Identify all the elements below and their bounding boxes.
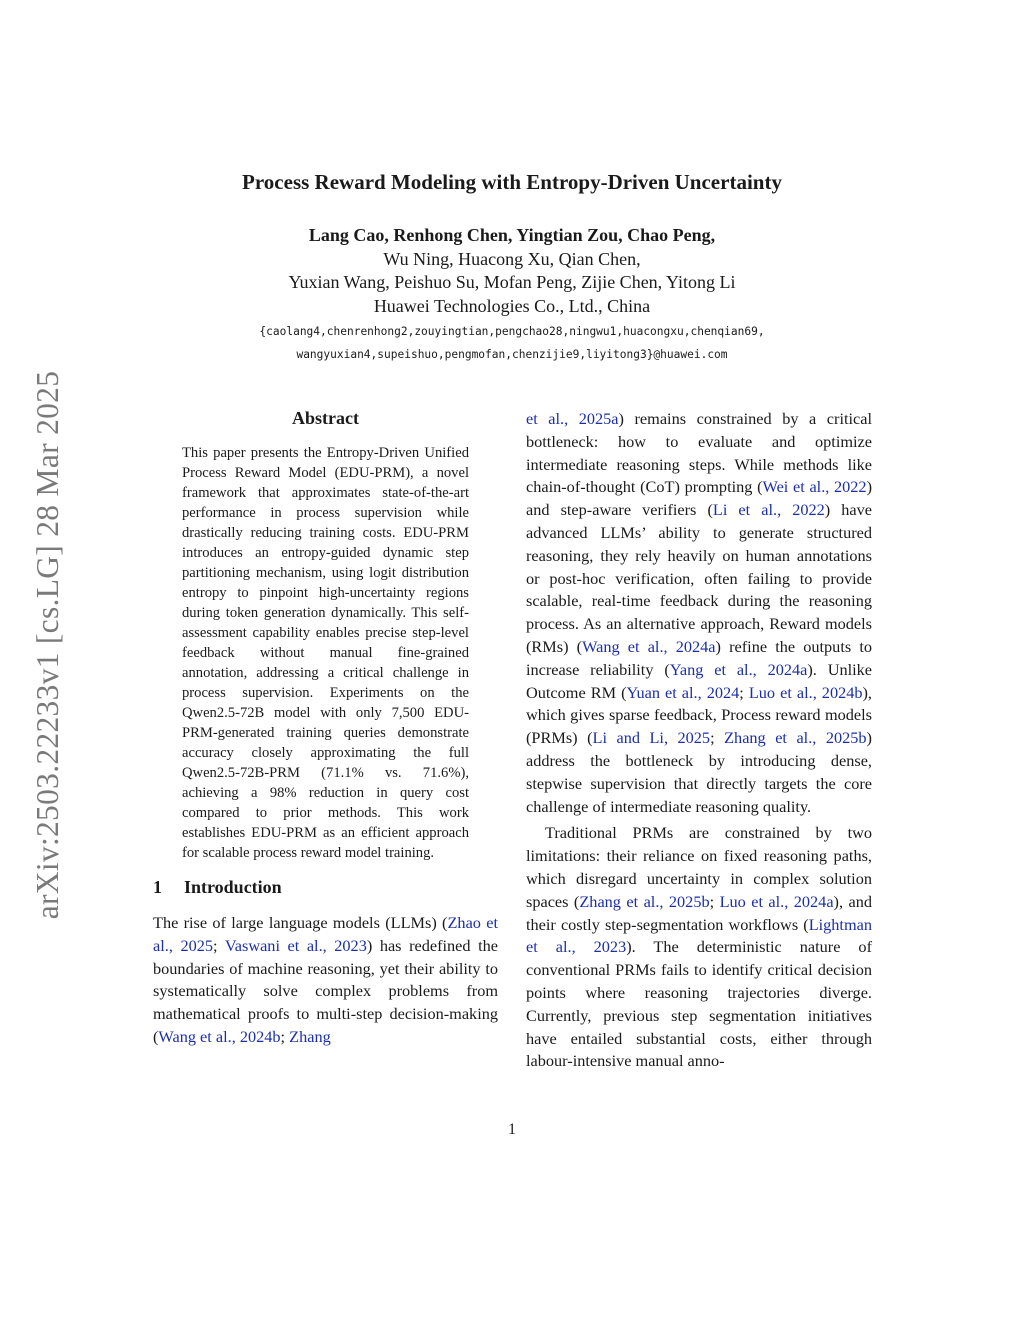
citation-link[interactable]: Zhang et al., 2025b [724,728,867,748]
author-block [0,224,1024,318]
section-title: Introduction [184,877,282,897]
text-run: ), which gives sparse feedback, Process reward models (PRMs) ( [526,682,873,748]
text-run: ; [213,935,225,955]
citation-link[interactable]: Zhang et al., 2025b [579,891,710,911]
citation-link[interactable]: Zhang [289,1026,331,1046]
text-run: ) has redefined the boundaries of machine reasoning, yet their ability to systematically solve complex problems from mathematical proofs to multi-step decision-making ( [153,935,498,1046]
text-run: ), and their costly step-segmentation workflows ( [526,891,872,934]
text-run: ) remains constrained by a critical bottleneck: how to evaluate and optimize intermediate reasoning steps. While methods like chain-of-thought (CoT) prompting ( [526,409,872,497]
text-run: ) have advanced LLMs’ ability to generate structured reasoning, they rely heavily on human annotations or post-hoc verification, often failing to provide scalable, real-time feedback during the reasoning process. As an alternative approach, Reward models (RMs) ( [526,500,873,656]
text-run: ) address the bottleneck by introducing dense, stepwise supervision that directly targets the core challenge of intermediate reasoning quality. [526,728,872,816]
text-run: ; [709,891,720,911]
text-run: ; [739,682,749,702]
page-number: 1 [508,1121,516,1138]
text-run: ) and step-aware verifiers ( [526,477,872,520]
citation-link[interactable]: Zhao et al., 2025 [153,913,498,955]
citation-link[interactable]: Luo et al., 2024b [748,682,863,702]
abstract-text: This paper presents the Entropy-Driven Unified Process Reward Model (EDU-PRM), a novel framework that approximates state-of-the-art performance in process supervision while drastically reducing training costs. EDU-PRM introduces an entropy-guided dynamic step partitioning mechanism, using logit distribution entropy to pinpoint high-uncertainty regions during token generation dynamically. This self-assessment capability enables precise step-level feedback without manual fine-grained annotation, addressing a critical challenge in process supervision. Experiments on the Qwen2.5-72B model with only 7,500 EDU-PRM-generated training queries demonstrate accuracy closely approximating the full Qwen2.5-72B-PRM (71.1% vs. 71.6%), achieving a 98% reduction in query cost compared to prior methods. This work establishes EDU-PRM as an efficient approach for scalable process reward model training. [182,445,469,861]
text-run: Traditional PRMs are constrained by two limitations: their reliance on fixed reasoning paths, which disregard uncertainty in complex solution spaces ( [526,823,872,911]
author-line-3: Yuxian Wang, Peishuo Su, Mofan Peng, Zijie Chen, Yitong Li [288,272,736,292]
paper-title: Process Reward Modeling with Entropy-Driven Uncertainty [242,170,782,194]
citation-link[interactable]: Yuan et al., 2024 [626,682,740,702]
text-run: The rise of large language models (LLMs) ( [153,913,448,932]
email-line-1: {caolang4,chenrenhong2,zouyingtian,pengchao28,ningwu1,huacongxu,chenqian69, [259,325,765,338]
citation-link[interactable]: et al., 2025a [526,409,619,428]
text-run: ; [280,1026,290,1046]
citation-link[interactable]: Li et al., 2022 [712,500,825,520]
citation-link[interactable]: Yang et al., 2024a [669,659,808,679]
author-line-1: Lang Cao, Renhong Chen, Yingtian Zou, Chao Peng, [308,225,716,245]
text-run: ). Unlike Outcome RM ( [526,659,873,702]
right-column [526,408,872,1073]
text-run: ) refine the outputs to increase reliability ( [526,636,872,679]
text-run: ; [710,728,725,748]
citation-link[interactable]: Wei et al., 2022 [762,477,867,497]
text-run: ). The deterministic nature of conventional PRMs fails to identify critical decision points where reasoning trajectories diverge. Currently, previous step segmentation initiatives have entailed substantial costs, either through labour-intensive manual anno- [526,937,872,1071]
left-column [153,408,498,1049]
intro-paragraph-1-continued [526,408,872,818]
citation-link[interactable]: Wang et al., 2024a [582,636,716,656]
intro-heading [153,877,498,898]
affiliation: Huawei Technologies Co., Ltd., China [373,295,651,316]
citation-link[interactable]: Li and Li, 2025 [592,728,711,748]
citation-link[interactable]: Vaswani et al., 2023 [224,935,367,955]
citation-link[interactable]: Luo et al., 2024a [719,891,834,911]
email-line-2: wangyuxian4,supeishuo,pengmofan,chenzijie9,liyitong3}@huawei.com [296,348,728,361]
citation-link[interactable]: Lightman et al., 2023 [526,914,872,957]
abstract-heading: Abstract [292,408,359,428]
intro-paragraph-2 [526,822,872,1073]
author-line-2: Wu Ning, Huacong Xu, Qian Chen, [383,248,641,269]
email-block [0,320,1024,366]
citation-link[interactable]: Wang et al., 2024b [158,1026,281,1046]
intro-paragraph-1-start [153,912,498,1049]
section-number: 1 [153,877,162,897]
arxiv-stamp: arXiv:2503.22233v1 [cs.LG] 28 Mar 2025 [30,370,65,920]
